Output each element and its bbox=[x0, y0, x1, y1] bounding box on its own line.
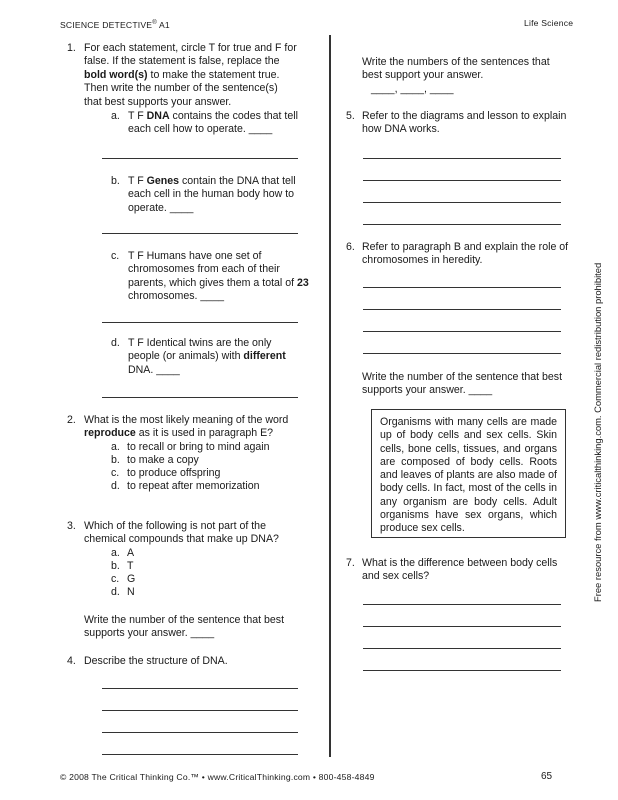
statement-letter: a. bbox=[111, 110, 120, 122]
answer-line[interactable] bbox=[102, 397, 298, 398]
sentence-number-blank[interactable]: supports your answer. ____ bbox=[362, 384, 493, 397]
answer-line[interactable] bbox=[102, 158, 298, 159]
prompt-line: Refer to the diagrams and lesson to explain bbox=[362, 110, 567, 122]
statement-line bbox=[128, 277, 309, 290]
prompt-line: and sex cells? bbox=[362, 570, 430, 583]
prompt-line: best support your answer. bbox=[362, 69, 484, 82]
option-letter: d. bbox=[111, 586, 120, 598]
prompt-line: What is the difference between body cells bbox=[362, 557, 558, 569]
option-letter: a. bbox=[111, 547, 120, 559]
info-box-text: Organisms with many cells are made up of body cells and sex cells. Skin cells, bone cells, tissues, and organs are composed of body cells. Roots and leaves of plants are also made of body cells. In fact, most of the cells in any organism are body cells. Adult organisms have sex organs, which produce sex cells. bbox=[380, 416, 557, 535]
bold-words: Genes bbox=[146, 175, 180, 187]
option-text: to make a copy bbox=[127, 454, 199, 466]
answer-line[interactable] bbox=[363, 180, 561, 181]
statement-line bbox=[128, 110, 298, 123]
sentence-number-blank[interactable]: supports your answer. ____ bbox=[84, 627, 215, 640]
prompt-line: Refer to paragraph B and explain the role of bbox=[362, 241, 569, 253]
statement-line: each cell in the human body how to bbox=[128, 188, 295, 201]
answer-line[interactable] bbox=[363, 648, 561, 649]
statement-line: DNA. ____ bbox=[128, 363, 180, 376]
statement-letter: c. bbox=[111, 250, 120, 262]
registered-mark: ® bbox=[152, 20, 157, 26]
bold-words: bold word(s) bbox=[84, 68, 148, 81]
option-letter: c. bbox=[111, 573, 120, 585]
answer-line[interactable] bbox=[363, 224, 561, 225]
question-6-write bbox=[362, 371, 562, 398]
prompt-line: chemical compounds that make up DNA? bbox=[84, 533, 279, 546]
answer-line[interactable] bbox=[102, 233, 298, 234]
prompt-text: to make the statement true. bbox=[147, 68, 280, 81]
statement-line bbox=[128, 250, 309, 263]
question-3-prompt bbox=[84, 520, 279, 547]
answer-line[interactable] bbox=[363, 626, 561, 627]
question-6-prompt bbox=[362, 241, 568, 268]
answer-line[interactable] bbox=[363, 604, 561, 605]
option-text: G bbox=[127, 573, 136, 585]
side-note bbox=[592, 202, 604, 602]
bold-words: DNA bbox=[146, 110, 170, 122]
side-note-text: Free resource from www.criticalthinking.com. Commercial redistribution prohibited bbox=[592, 262, 603, 602]
page-number: 65 bbox=[541, 771, 553, 782]
true-false-choice[interactable]: T F bbox=[128, 110, 147, 122]
option-text: T bbox=[127, 560, 134, 572]
header-right: Life Science bbox=[524, 18, 574, 28]
prompt-line: how DNA works. bbox=[362, 123, 440, 136]
prompt-line: false. If the statement is false, replace the bbox=[84, 55, 280, 68]
answer-line[interactable] bbox=[363, 158, 561, 159]
statement-rest: Humans have one set of bbox=[146, 250, 262, 262]
answer-line[interactable] bbox=[363, 353, 561, 354]
option-text: N bbox=[127, 586, 135, 598]
true-false-choice[interactable]: T F bbox=[128, 250, 147, 262]
answer-line[interactable] bbox=[102, 322, 298, 323]
answer-line[interactable] bbox=[102, 688, 298, 689]
prompt-line: Write the numbers of the sentences that bbox=[362, 56, 550, 68]
statement-text bbox=[128, 110, 298, 137]
statement-line bbox=[128, 175, 296, 188]
statement-line: each cell how to operate. ____ bbox=[128, 123, 273, 136]
question-number: 3. bbox=[67, 520, 76, 532]
question-7-prompt bbox=[362, 557, 557, 584]
option-letter: c. bbox=[111, 467, 120, 479]
prompt-line: For each statement, circle T for true and F for bbox=[84, 42, 297, 54]
prompt-line: that best supports your answer. bbox=[84, 95, 232, 108]
question-number: 4. bbox=[67, 655, 76, 667]
prompt-line: What is the most likely meaning of the word bbox=[84, 414, 289, 426]
question-3-write bbox=[84, 614, 284, 641]
statement-line bbox=[128, 350, 286, 363]
answer-line[interactable] bbox=[102, 710, 298, 711]
statement-line: operate. ____ bbox=[128, 201, 194, 214]
statement-text bbox=[128, 250, 309, 304]
answer-line[interactable] bbox=[363, 331, 561, 332]
answer-line[interactable] bbox=[102, 754, 298, 755]
prompt-line: Write the number of the sentence that best bbox=[362, 371, 563, 383]
answer-line[interactable] bbox=[363, 287, 561, 288]
statement-line: chromosomes. ____ bbox=[128, 290, 224, 303]
column-divider bbox=[329, 35, 331, 757]
question-2-prompt bbox=[84, 414, 288, 441]
footer-copyright: © 2008 The Critical Thinking Co.™ • www.CriticalThinking.com • 800-458-4849 bbox=[60, 772, 375, 782]
statement-text bbox=[128, 175, 296, 215]
question-number: 5. bbox=[346, 110, 355, 122]
option-letter: d. bbox=[111, 480, 120, 492]
prompt-text: as it is used in paragraph E? bbox=[135, 427, 274, 440]
info-box bbox=[371, 409, 566, 538]
true-false-choice[interactable]: T F bbox=[128, 337, 147, 349]
book-title: SCIENCE DETECTIVE bbox=[60, 19, 153, 30]
option-letter: b. bbox=[111, 454, 120, 466]
statement-letter: d. bbox=[111, 337, 120, 349]
question-number: 7. bbox=[346, 557, 355, 569]
question-number: 2. bbox=[67, 414, 76, 426]
sentence-number-blanks[interactable]: ____, ____, ____ bbox=[371, 82, 454, 95]
prompt-line: Write the number of the sentence that best bbox=[84, 614, 285, 626]
statement-rest: people (or animals) with bbox=[128, 350, 244, 363]
prompt-line bbox=[84, 427, 288, 440]
true-false-choice[interactable]: T F bbox=[128, 175, 147, 187]
question-number: 1. bbox=[67, 42, 76, 54]
statement-letter: b. bbox=[111, 175, 120, 187]
statement-line: chromosomes from each of their bbox=[128, 263, 280, 276]
option-text: to produce offspring bbox=[127, 467, 221, 479]
prompt-line: Then write the number of the sentence(s) bbox=[84, 82, 278, 95]
bold-words: different bbox=[243, 350, 286, 363]
q1-continued bbox=[362, 56, 550, 96]
answer-line[interactable] bbox=[363, 309, 561, 310]
header-left bbox=[60, 17, 170, 32]
question-5-prompt bbox=[362, 110, 566, 137]
prompt-line bbox=[84, 69, 297, 82]
statement-rest: Identical twins are the only bbox=[146, 337, 272, 349]
statement-rest: parents, which gives them a total of bbox=[128, 276, 297, 289]
answer-line[interactable] bbox=[363, 202, 561, 203]
answer-line[interactable] bbox=[363, 670, 561, 671]
option-letter: a. bbox=[111, 441, 120, 453]
answer-line[interactable] bbox=[102, 732, 298, 733]
statement-text bbox=[128, 337, 286, 377]
question-1-prompt bbox=[84, 42, 297, 109]
statement-rest: contains the codes that tell bbox=[169, 110, 298, 122]
statement-rest: contain the DNA that tell bbox=[179, 175, 296, 187]
prompt-line: Which of the following is not part of the bbox=[84, 520, 266, 532]
option-text: to recall or bring to mind again bbox=[127, 441, 270, 453]
bold-words: 23 bbox=[297, 276, 309, 289]
bold-words: reproduce bbox=[84, 427, 136, 440]
option-text: A bbox=[127, 547, 135, 559]
prompt-line: Describe the structure of DNA. bbox=[84, 655, 228, 667]
statement-line bbox=[128, 337, 286, 350]
option-letter: b. bbox=[111, 560, 120, 572]
book-code: A1 bbox=[156, 19, 170, 30]
prompt-line: chromosomes in heredity. bbox=[362, 254, 483, 267]
option-text: to repeat after memorization bbox=[127, 480, 260, 492]
question-number: 6. bbox=[346, 241, 355, 253]
